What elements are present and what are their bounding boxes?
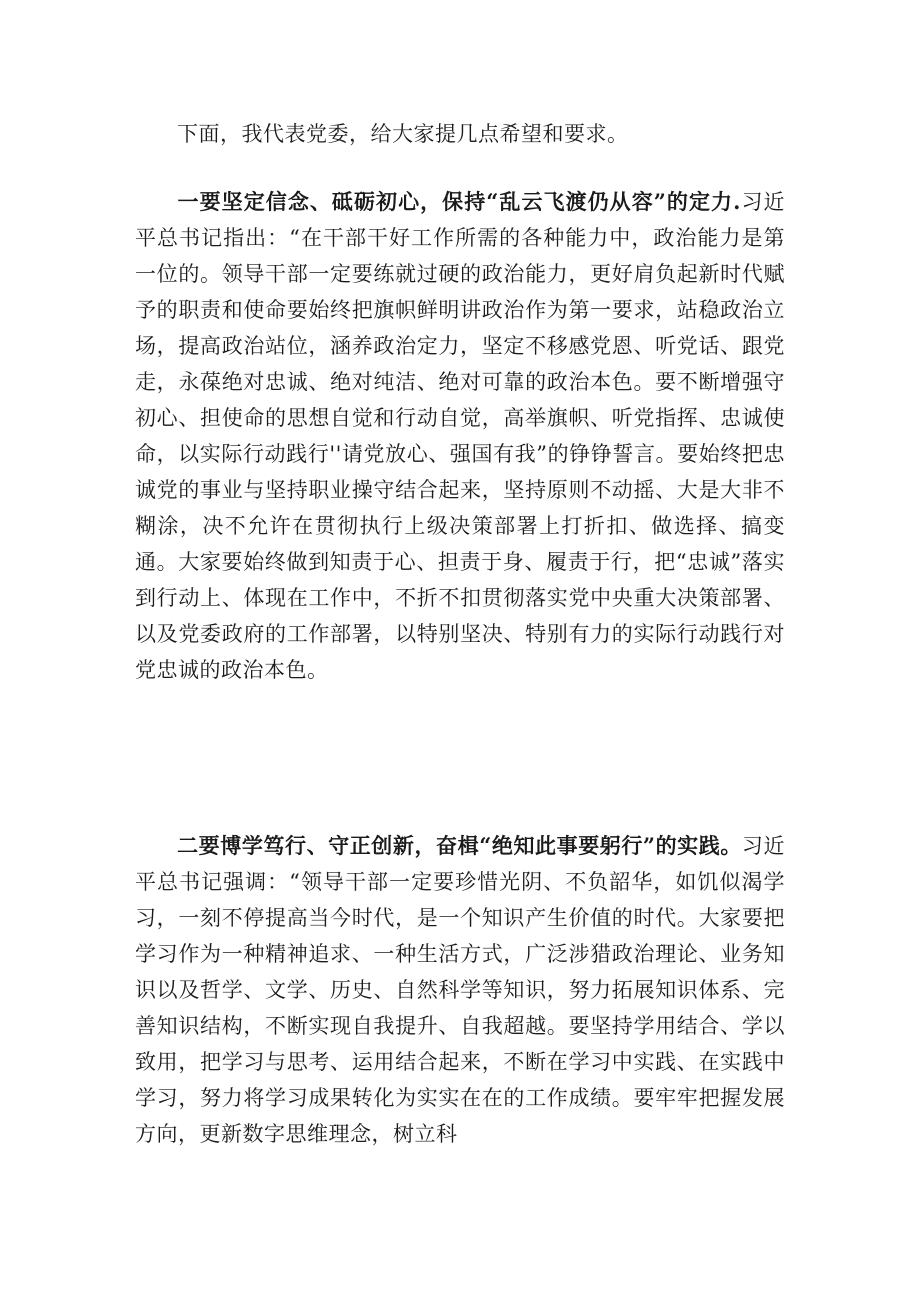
paragraph-point-two [135,828,785,1152]
paragraph-point-one [135,184,785,688]
paragraph-intro [135,116,785,152]
paragraph-body: 习近平总书记指出：“在干部干好工作所需的各种能力中，政治能力是第一位的。领导干部一定要练就过硬的政治能力，更好肩负起新时代赋予的职责和使命要始终把旗帜鲜明讲政治作为第一要求，站稳政治立场，提高政治站位，涵养政治定力，坚定不移感党恩、听党话、跟党走，永葆绝对忠诚、绝对纯洁、绝对可靠的政治本色。要不断增强守初心、担使命的思想自觉和行动自觉，高举旗帜、听党指挥、忠诚使命，以实际行动践行''请党放心、强国有我”的铮铮誓言。要始终把忠诚党的事业与坚持职业操守结合起来，坚持原则不动摇、大是大非不糊涂，决不允许在贯彻执行上级决策部署上打折扣、做选择、搞变通。大家要始终做到知责于心、担责于身、履责于行，把“忠诚”落实到行动上、体现在工作中，不折不扣贯彻落实党中央重大决策部署、以及党委政府的工作部署，以特别坚决、特别有力的实际行动践行对党忠诚的政治本色。 [135,190,786,682]
paragraph-body: 下面，我代表党委，给大家提几点希望和要求。 [177,122,629,146]
paragraph-lead: 一要坚定信念、砥砺初心，保持“乱云飞渡仍从容”的定力. [177,189,741,214]
paragraph-lead: 二要博学笃行、守正创新，奋楫“绝知此事要躬行”的实践。 [177,833,742,858]
paragraph-body: 习近平总书记强调：“领导干部一定要珍惜光阴、不负韶华，如饥似渴学习，一刻不停提高当今时代，是一个知识产生价值的时代。大家要把学习作为一种精神追求、一种生活方式，广泛涉猎政治理论、业务知识以及哲学、文学、历史、自然科学等知识，努力拓展知识体系、完善知识结构，不断实现自我提升、自我超越。要坚持学用结合、学以致用，把学习与思考、运用结合起来，不断在学习中实践、在实践中学习，努力将学习成果转化为实实在在的工作成绩。要牢牢把握发展方向，更新数字思维理念，树立科 [135,834,786,1146]
